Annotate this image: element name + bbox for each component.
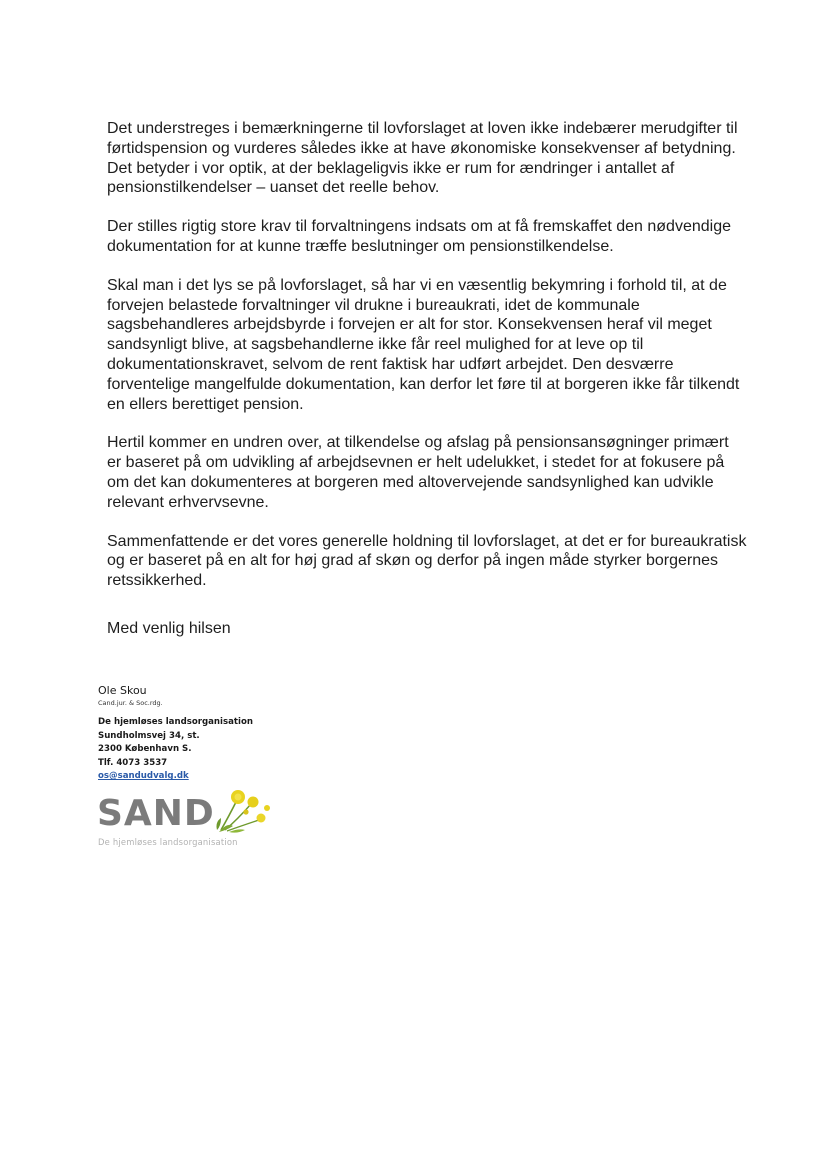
signer-name: Ole Skou (98, 684, 147, 697)
logo-wordmark: SAND (97, 793, 215, 834)
dandelion-icon (215, 786, 273, 838)
paragraph-5: Sammenfattende er det vores generelle holdning til lovforslaget, at det er for bureaukratisk og er baseret på en alt for høj grad af skøn og derfor på ingen måde styrker borgernes retssikkerhed. (107, 532, 747, 590)
organisation-name: De hjemløses landsorganisation (98, 717, 253, 727)
sand-logo (97, 786, 277, 852)
closing-salutation: Med venlig hilsen (107, 620, 231, 637)
phone-number: Tlf. 4073 3537 (98, 757, 168, 768)
signer-title: Cand.jur. & Soc.rdg. (98, 699, 163, 707)
paragraph-4: Hertil kommer en undren over, at tilkendelse og afslag på pensionsansøgninger primært er baseret på om udvikling af arbejdsevnen er helt udelukket, i stedet for at fokusere på om det kan dokumenteres at borgeren med altovervejende sandsynlighed kan udvikle relevant erhvervsevne. (107, 434, 729, 511)
logo-tagline: De hjemløses landsorganisation (98, 837, 238, 847)
letter-body (107, 119, 747, 610)
address-street: Sundholmsvej 34, st. (98, 730, 200, 741)
paragraph-1: Det understreges i bemærkningerne til lovforslaget at loven ikke indebærer merudgifter til førtidspension og vurderes således ikke at have økonomiske konsekvenser af betydning. Det betyder i vor optik, at der beklageligvis ikke er rum for ændringer i antallet af pensionstilkendelser – uanset det reelle behov. (107, 120, 738, 197)
email-link[interactable]: os@sandudvalg.dk (98, 771, 189, 782)
signature-block (98, 684, 253, 783)
organisation-details (98, 716, 253, 770)
address-city: 2300 København S. (98, 744, 192, 755)
paragraph-2: Der stilles rigtig store krav til forvaltningens indsats om at få fremskaffet den nødvendige dokumentation for at kunne træffe beslutninger om pensionstilkendelse. (107, 218, 731, 255)
paragraph-3: Skal man i det lys se på lovforslaget, så har vi en væsentlig bekymring i forhold til, at de forvejen belastede forvaltninger vil drukne i bureaukrati, idet de kommunale sagsbehandleres arbejdsbyrde i forvejen er alt for stor. Konsekvensen heraf vil meget sandsynligt blive, at sagsbehandlerne ikke får reel mulighed for at leve op til dokumentationskravet, selvom de rent faktisk har udført arbejdet. Den desværre forventelige mangelfulde dokumentation, kan derfor let føre til at borgeren ikke får tilkendt en ellers berettiget pension. (107, 276, 740, 413)
